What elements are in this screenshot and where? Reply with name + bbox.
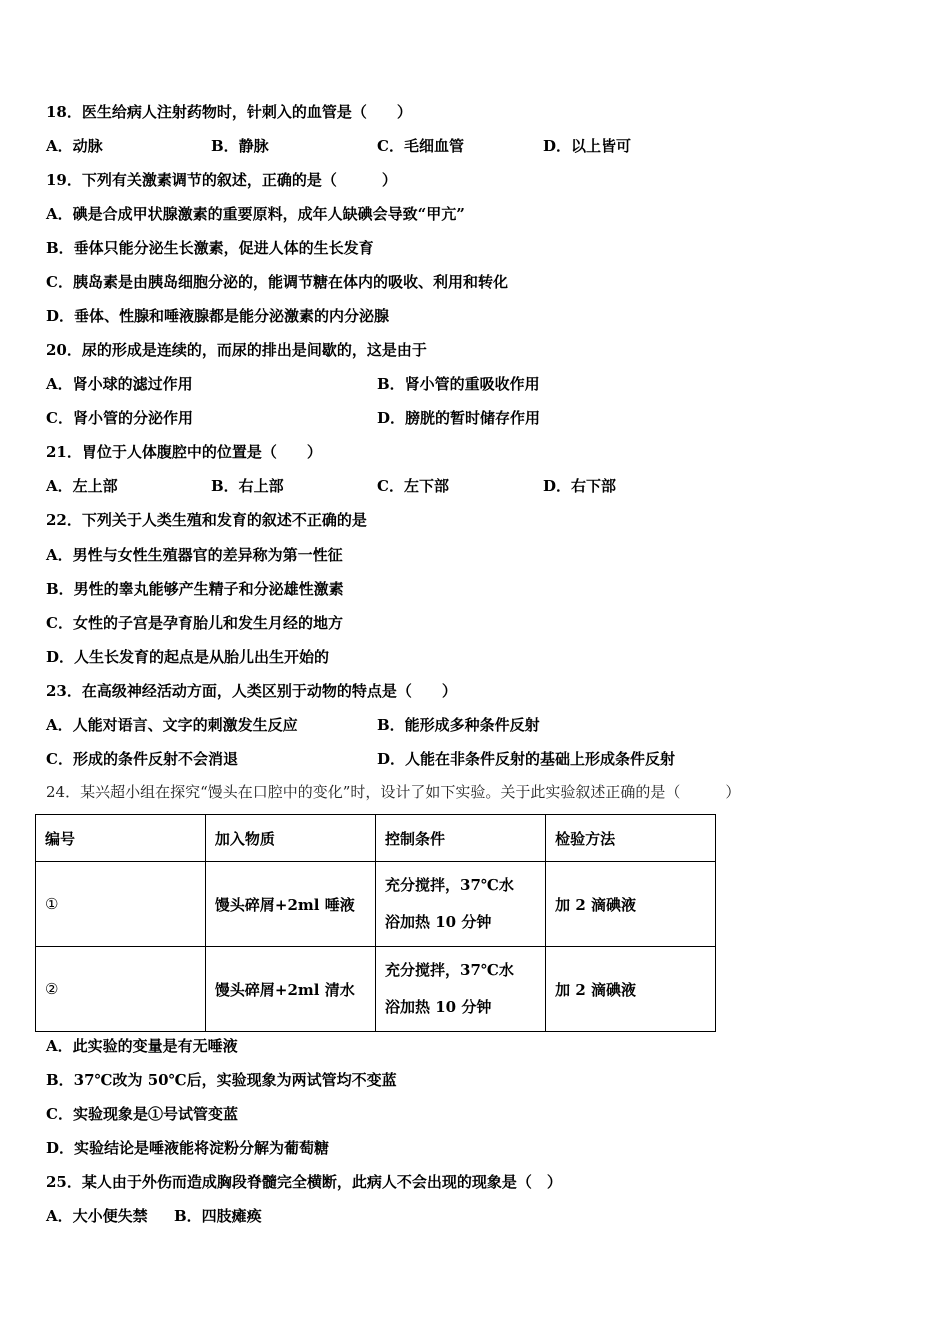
q20-option-b: B．肾小管的重吸收作用: [377, 375, 540, 393]
table-header: 检验方法: [546, 815, 716, 862]
q22-option-a: A．男性与女性生殖器官的差异称为第一性征: [46, 546, 343, 564]
table-row: [36, 947, 716, 1032]
q18-option-a: A．动脉: [46, 137, 103, 155]
table-header: 编号: [36, 815, 206, 862]
q21-option-c: C．左下部: [377, 477, 449, 495]
q20-option-c: C．肾小管的分泌作用: [46, 409, 193, 427]
q21-option-a: A．左上部: [46, 477, 118, 495]
condition-line-1: 充分搅拌，37℃水: [385, 961, 514, 979]
q19-option-d: D．垂体、性腺和唾液腺都是能分泌激素的内分泌腺: [46, 307, 390, 325]
q23-option-d: D．人能在非条件反射的基础上形成条件反射: [377, 750, 676, 768]
q21-option-b: B．右上部: [211, 477, 284, 495]
q25-option-a: A．大小便失禁: [46, 1207, 148, 1225]
table-cell-condition: [376, 947, 546, 1032]
table-cell-substance: 馒头碎屑+2ml 唾液: [205, 862, 375, 947]
condition-line-2: 浴加热 10 分钟: [385, 913, 492, 931]
q24-option-c: C．实验现象是①号试管变蓝: [46, 1105, 238, 1123]
q20-option-d: D．膀胱的暂时储存作用: [377, 409, 541, 427]
table-row: [36, 862, 716, 947]
table-cell-test: 加 2 滴碘液: [546, 862, 716, 947]
q22-stem: 22．下列关于人类生殖和发育的叙述不正确的是: [46, 511, 367, 529]
table-cell-id: ②: [36, 947, 206, 1032]
q23-option-a: A．人能对语言、文字的刺激发生反应: [46, 716, 298, 734]
experiment-table: [35, 814, 716, 1032]
table-cell-condition: [376, 862, 546, 947]
q24-option-a: A．此实验的变量是有无唾液: [46, 1037, 238, 1055]
table-header: 控制条件: [376, 815, 546, 862]
q22-option-b: B．男性的睾丸能够产生精子和分泌雄性激素: [46, 580, 344, 598]
table-cell-substance: 馒头碎屑+2ml 清水: [205, 947, 375, 1032]
q23-option-b: B．能形成多种条件反射: [377, 716, 540, 734]
table-header: 加入物质: [205, 815, 375, 862]
q19-option-b: B．垂体只能分泌生长激素，促进人体的生长发育: [46, 239, 374, 257]
q18-stem: 18．医生给病人注射药物时，针刺入的血管是（ ）: [46, 103, 412, 121]
q25-stem: 25．某人由于外伤而造成胸段脊髓完全横断，此病人不会出现的现象是（ ）: [46, 1173, 562, 1191]
q21-option-d: D．右下部: [543, 477, 617, 495]
q25-option-b: B．四肢瘫痪: [174, 1207, 262, 1225]
q20-option-a: A．肾小球的滤过作用: [46, 375, 193, 393]
q18-option-c: C．毛细血管: [377, 137, 464, 155]
q18-option-d: D．以上皆可: [543, 137, 632, 155]
condition-line-1: 充分搅拌，37℃水: [385, 876, 514, 894]
condition-line-2: 浴加热 10 分钟: [385, 998, 492, 1016]
q23-stem: 23．在高级神经活动方面，人类区别于动物的特点是（ ）: [46, 682, 457, 700]
q22-option-c: C．女性的子宫是孕育胎儿和发生月经的地方: [46, 614, 343, 632]
table-cell-test: 加 2 滴碘液: [546, 947, 716, 1032]
q20-stem: 20．尿的形成是连续的，而尿的排出是间歇的，这是由于: [46, 341, 427, 359]
q22-option-d: D．人生长发育的起点是从胎儿出生开始的: [46, 648, 330, 666]
q19-option-a: A．碘是合成甲状腺激素的重要原料，成年人缺碘会导致“甲亢”: [46, 205, 465, 223]
q24-stem: 24．某兴超小组在探究“馒头在口腔中的变化”时，设计了如下实验。关于此实验叙述正确的是（ ）: [46, 783, 741, 801]
q23-option-c: C．形成的条件反射不会消退: [46, 750, 238, 768]
q19-option-c: C．胰岛素是由胰岛细胞分泌的，能调节糖在体内的吸收、利用和转化: [46, 273, 508, 291]
q19-stem: 19．下列有关激素调节的叙述，正确的是（ ）: [46, 171, 397, 189]
table-cell-id: ①: [36, 862, 206, 947]
q21-stem: 21．胃位于人体腹腔中的位置是（ ）: [46, 443, 322, 461]
q24-option-d: D．实验结论是唾液能将淀粉分解为葡萄糖: [46, 1139, 330, 1157]
q18-option-b: B．静脉: [211, 137, 269, 155]
table-header-row: [36, 815, 716, 862]
q24-option-b: B．37℃改为 50℃后，实验现象为两试管均不变蓝: [46, 1071, 397, 1089]
